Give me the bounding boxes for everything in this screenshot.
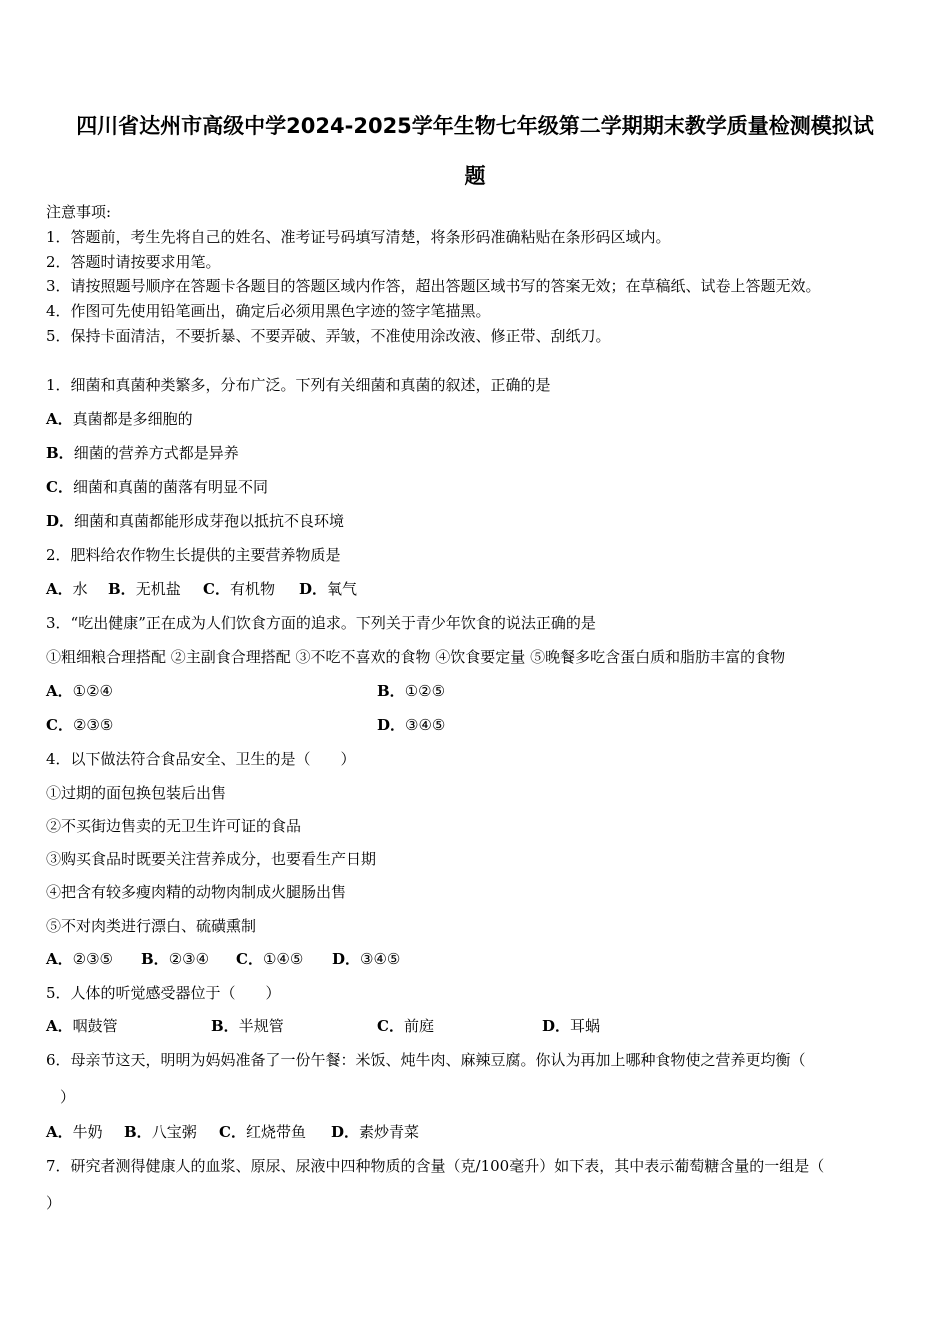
option-text: ①②⑤ — [404, 682, 446, 700]
option-a — [46, 949, 113, 969]
question-stem: 2．肥料给农作物生长提供的主要营养物质是 — [46, 546, 341, 564]
option-c — [377, 1016, 434, 1036]
question-items: ①粗细粮合理搭配 ②主副食合理搭配 ③不吃不喜欢的食物 ④饮食要定量 ⑤晚餐多吃含蛋白质和脂肪丰富的食物 — [46, 648, 786, 666]
option-text: ②③④ — [168, 950, 210, 968]
option-letter: A． — [46, 682, 73, 700]
question-item: ④把含有较多瘦肉精的动物肉制成火腿肠出售 — [46, 883, 347, 901]
option-c — [236, 949, 303, 969]
option-letter: D． — [299, 580, 328, 598]
option-text: 牛奶 — [72, 1123, 103, 1141]
question-item: ②不买街边售卖的无卫生许可证的食品 — [46, 817, 302, 835]
option-a — [46, 1016, 118, 1036]
option-letter: C． — [219, 1123, 246, 1141]
option-letter: B． — [46, 444, 74, 462]
option-text: ③④⑤ — [360, 950, 401, 968]
option-text: 咽鼓管 — [72, 1017, 118, 1035]
option-d — [331, 1122, 419, 1142]
option-letter: B． — [108, 580, 136, 598]
option-b — [124, 1122, 197, 1142]
option-text: 素炒青菜 — [359, 1123, 420, 1141]
notice-item: 5．保持卡面清洁，不要折暴、不要弄破、弄皱，不准使用涂改液、修正带、刮纸刀。 — [46, 327, 611, 345]
option-text: ①②④ — [72, 682, 113, 700]
option-text: 前庭 — [403, 1017, 434, 1035]
option-letter: D． — [377, 716, 406, 734]
option-d — [332, 949, 400, 969]
option-b — [46, 443, 239, 463]
option-a — [46, 579, 88, 599]
option-a — [46, 681, 113, 701]
option-letter: B． — [211, 1017, 239, 1035]
option-letter: D． — [46, 512, 75, 530]
option-text: 无机盐 — [135, 580, 181, 598]
title-line-1: 四川省达州市高级中学2024-2025学年生物七年级第二学期期末教学质量检测模拟试 — [76, 114, 874, 138]
option-letter: A． — [46, 1123, 73, 1141]
notice-item: 2．答题时请按要求用笔。 — [46, 253, 221, 271]
option-d — [377, 715, 445, 735]
option-letter: A． — [46, 580, 73, 598]
option-d — [46, 511, 344, 531]
question-stem-cont: ） — [46, 1194, 62, 1212]
title-line-2: 题 — [464, 164, 486, 188]
option-b — [377, 681, 445, 701]
question-stem: 1．细菌和真菌种类繁多，分布广泛。下列有关细菌和真菌的叙述，正确的是 — [46, 376, 551, 394]
option-letter: B． — [377, 682, 405, 700]
notice-item: 3．请按照题号顺序在答题卡各题目的答题区域内作答，超出答题区域书写的答案无效；在草稿纸、试卷上答题无效。 — [46, 277, 821, 295]
question-stem-cont: ） — [60, 1088, 76, 1106]
option-text: 水 — [72, 580, 88, 598]
option-c — [203, 579, 275, 599]
option-text: 细菌和真菌的菌落有明显不同 — [72, 478, 268, 496]
option-b — [141, 949, 209, 969]
option-a — [46, 409, 193, 429]
option-letter: C． — [236, 950, 263, 968]
notice-item: 4．作图可先使用铅笔画出，确定后必须用黑色字迹的签字笔描黑。 — [46, 302, 491, 320]
option-letter: A． — [46, 410, 73, 428]
option-letter: D． — [542, 1017, 571, 1035]
option-letter: D． — [332, 950, 361, 968]
question-stem: 7．研究者测得健康人的血浆、原尿、尿液中四种物质的含量（克/100毫升）如下表，其中表示葡萄糖含量的一组是（ — [46, 1157, 825, 1175]
option-text: 红烧带鱼 — [245, 1123, 306, 1141]
option-letter: C． — [46, 478, 73, 496]
option-text: 八宝粥 — [151, 1123, 197, 1141]
notice-heading: 注意事项: — [46, 203, 112, 221]
option-text: 有机物 — [229, 580, 275, 598]
option-b — [108, 579, 181, 599]
option-letter: C． — [377, 1017, 404, 1035]
option-d — [299, 579, 357, 599]
option-letter: C． — [46, 716, 73, 734]
option-letter: D． — [331, 1123, 360, 1141]
option-letter: A． — [46, 950, 73, 968]
option-letter: C． — [203, 580, 230, 598]
option-c — [46, 477, 268, 497]
option-letter: B． — [124, 1123, 152, 1141]
option-letter: A． — [46, 1017, 73, 1035]
option-text: 半规管 — [238, 1017, 284, 1035]
option-text: ②③⑤ — [72, 716, 114, 734]
question-item: ③购买食品时既要关注营养成分，也要看生产日期 — [46, 850, 377, 868]
question-item: ⑤不对肉类进行漂白、硫磺熏制 — [46, 917, 257, 935]
option-text: ①④⑤ — [262, 950, 304, 968]
question-stem: 3．“吃出健康”正在成为人们饮食方面的追求。下列关于青少年饮食的说法正确的是 — [46, 614, 596, 632]
question-stem: 5．人体的听觉感受器位于（ ） — [46, 984, 281, 1002]
question-stem: 4．以下做法符合食品安全、卫生的是（ ） — [46, 750, 356, 768]
option-b — [211, 1016, 284, 1036]
option-text: 真菌都是多细胞的 — [72, 410, 193, 428]
question-item: ①过期的面包换包装后出售 — [46, 784, 227, 802]
option-text: ③④⑤ — [405, 716, 446, 734]
option-text: 氧气 — [327, 580, 358, 598]
option-d — [542, 1016, 600, 1036]
notice-item: 1．答题前，考生先将自己的姓名、准考证号码填写清楚，将条形码准确粘贴在条形码区域内。 — [46, 228, 671, 246]
option-letter: B． — [141, 950, 169, 968]
option-text: 细菌和真菌都能形成芽孢以抵抗不良环境 — [74, 512, 345, 530]
option-a — [46, 1122, 103, 1142]
option-c — [46, 715, 113, 735]
option-text: 耳蜗 — [570, 1017, 601, 1035]
question-stem: 6．母亲节这天，明明为妈妈准备了一份午餐：米饭、炖牛肉、麻辣豆腐。你认为再加上哪种食物使之营养更均衡（ — [46, 1051, 806, 1069]
option-c — [219, 1122, 306, 1142]
option-text: 细菌的营养方式都是异养 — [73, 444, 239, 462]
option-text: ②③⑤ — [72, 950, 113, 968]
